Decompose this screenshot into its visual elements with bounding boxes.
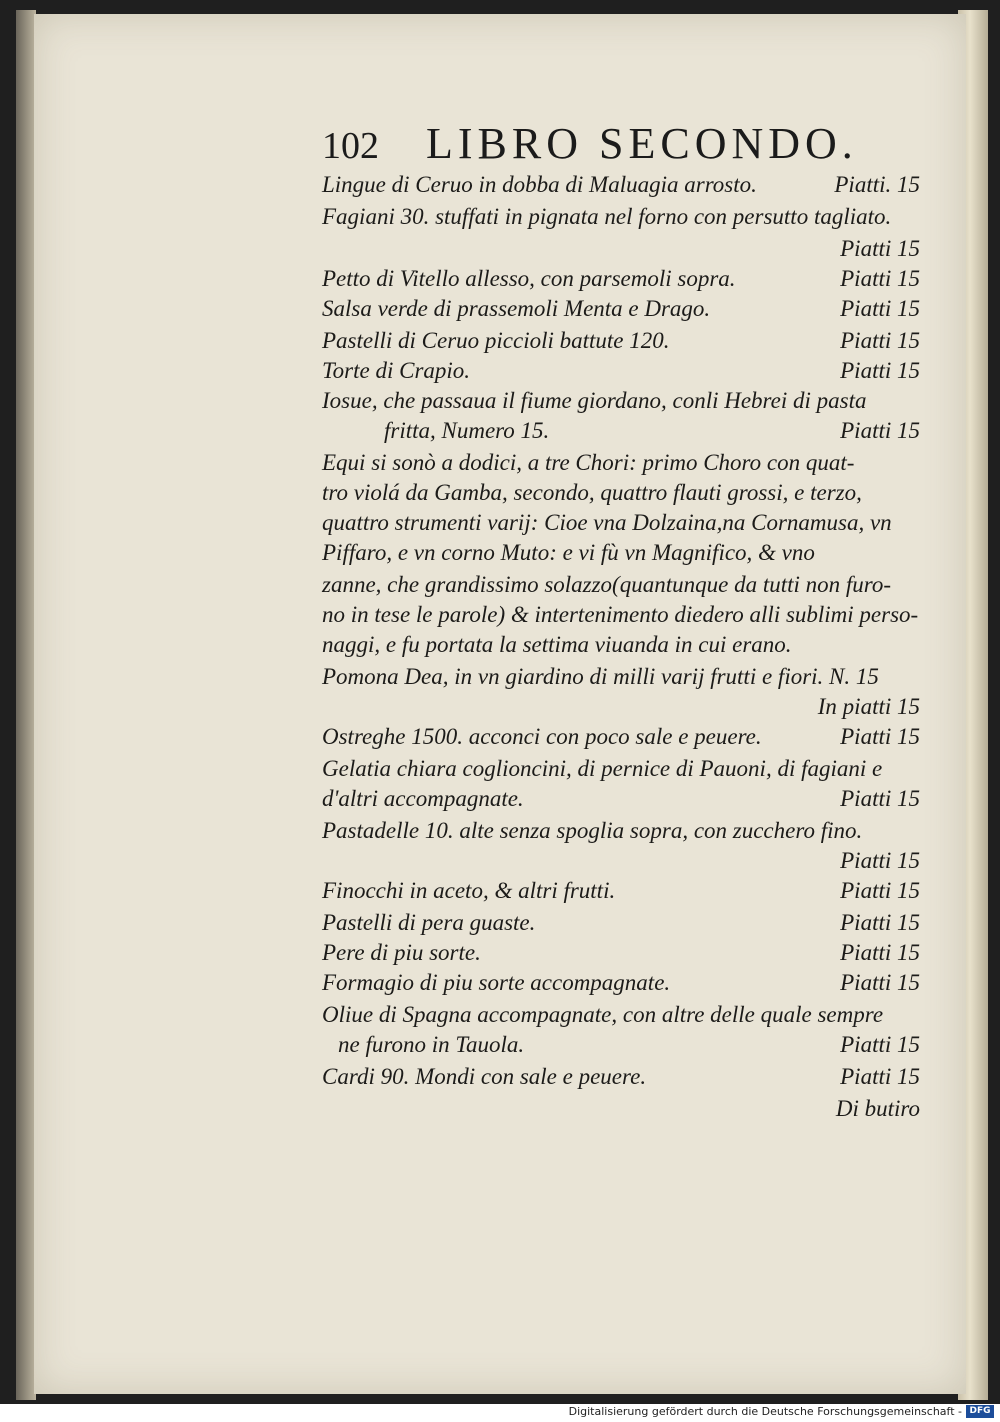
text-line: Ostreghe 1500. acconci con poco sale e peuere. <box>322 724 762 749</box>
text-line: quattro strumenti varij: Cioe vna Dolzaina,na Cornamusa, vn <box>322 510 892 535</box>
text-line: Torte di Crapio. <box>322 358 471 383</box>
digitization-credit: Digitalisierung gefördert durch die Deutsche Forschungsgemeinschaft - <box>568 1405 962 1418</box>
text-line: Cardi 90. Mondi con sale e peuere. <box>322 1064 647 1089</box>
page-header <box>322 118 882 178</box>
text-line: Finocchi in aceto, & altri frutti. <box>322 878 616 903</box>
dish-amount: Piatti 15 <box>840 940 920 965</box>
text-line: Salsa verde di prassemoli Menta e Drago. <box>322 296 711 321</box>
text-line: Iosue, che passaua il fiume giordano, conli Hebrei di pasta <box>322 388 867 413</box>
text-line: fritta, Numero 15. <box>384 418 550 443</box>
text-line: Pastelli di pera guaste. <box>322 910 536 935</box>
dish-amount: Piatti 15 <box>840 296 920 321</box>
page-number: 102 <box>322 125 379 167</box>
text-line: Pomona Dea, in vn giardino di milli varij frutti e fiori. N. 15 <box>322 664 879 689</box>
dish-amount: Piatti 15 <box>840 910 920 935</box>
running-head: LIBRO SECONDO. <box>426 119 858 168</box>
dish-amount: Piatti 15 <box>840 1064 920 1089</box>
text-line: d'altri accompagnate. <box>322 786 524 811</box>
dish-amount: Piatti 15 <box>840 848 920 873</box>
text-line: tro violá da Gamba, secondo, quattro flauti grossi, e terzo, <box>322 480 862 505</box>
dish-amount: Piatti 15 <box>840 266 920 291</box>
dish-amount: Piatti 15 <box>840 358 920 383</box>
text-line: zanne, che grandissimo solazzo(quantunque da tutti non furo- <box>322 572 892 597</box>
dish-amount: Piatti 15 <box>840 328 920 353</box>
text-line: Gelatia chiara coglioncini, di pernice di Pauoni, di fagiani e <box>322 756 883 781</box>
text-line: Pastelli di Ceruo piccioli battute 120. <box>322 328 670 353</box>
dish-amount: Piatti 15 <box>840 878 920 903</box>
dish-amount: In piatti 15 <box>817 694 920 719</box>
dish-amount: Piatti 15 <box>840 418 920 443</box>
dish-amount: Piatti 15 <box>840 786 920 811</box>
text-line: Lingue di Ceruo in dobba di Maluagia arrosto. <box>322 172 757 197</box>
dish-amount: Piatti 15 <box>840 970 920 995</box>
dfg-logo: DFG <box>966 1405 994 1418</box>
dish-amount: Piatti 15 <box>840 236 920 261</box>
dish-amount: Piatti 15 <box>840 724 920 749</box>
text-line: Equi si sonò a dodici, a tre Chori: primo Choro con quat- <box>322 450 855 475</box>
dish-amount: Piatti. 15 <box>834 172 920 197</box>
text-line: Formagio di piu sorte accompagnate. <box>322 970 671 995</box>
text-line: Oliue di Spagna accompagnate, con altre delle quale sempre <box>322 1002 884 1027</box>
text-line: naggi, e fu portata la settima viuanda in cui erano. <box>322 632 792 657</box>
text-line: no in tese le parole) & intertenimento diedero alli sublimi perso- <box>322 602 919 627</box>
dish-amount: Piatti 15 <box>840 1032 920 1057</box>
text-line: Pastadelle 10. alte senza spoglia sopra, con zucchero fino. <box>322 818 863 843</box>
text-line: ne furono in Tauola. <box>338 1032 525 1057</box>
text-line: Petto di Vitello allesso, con parsemoli sopra. <box>322 266 736 291</box>
text-line: Piffaro, e vn corno Muto: e vi fù vn Magnifico, & vno <box>322 540 815 565</box>
page-gutter-left <box>16 10 36 1400</box>
dish-amount: Di butiro <box>835 1096 920 1121</box>
text-line: Pere di piu sorte. <box>322 940 481 965</box>
text-line: Fagiani 30. stuffati in pignata nel forno con persutto tagliato. <box>322 204 892 229</box>
